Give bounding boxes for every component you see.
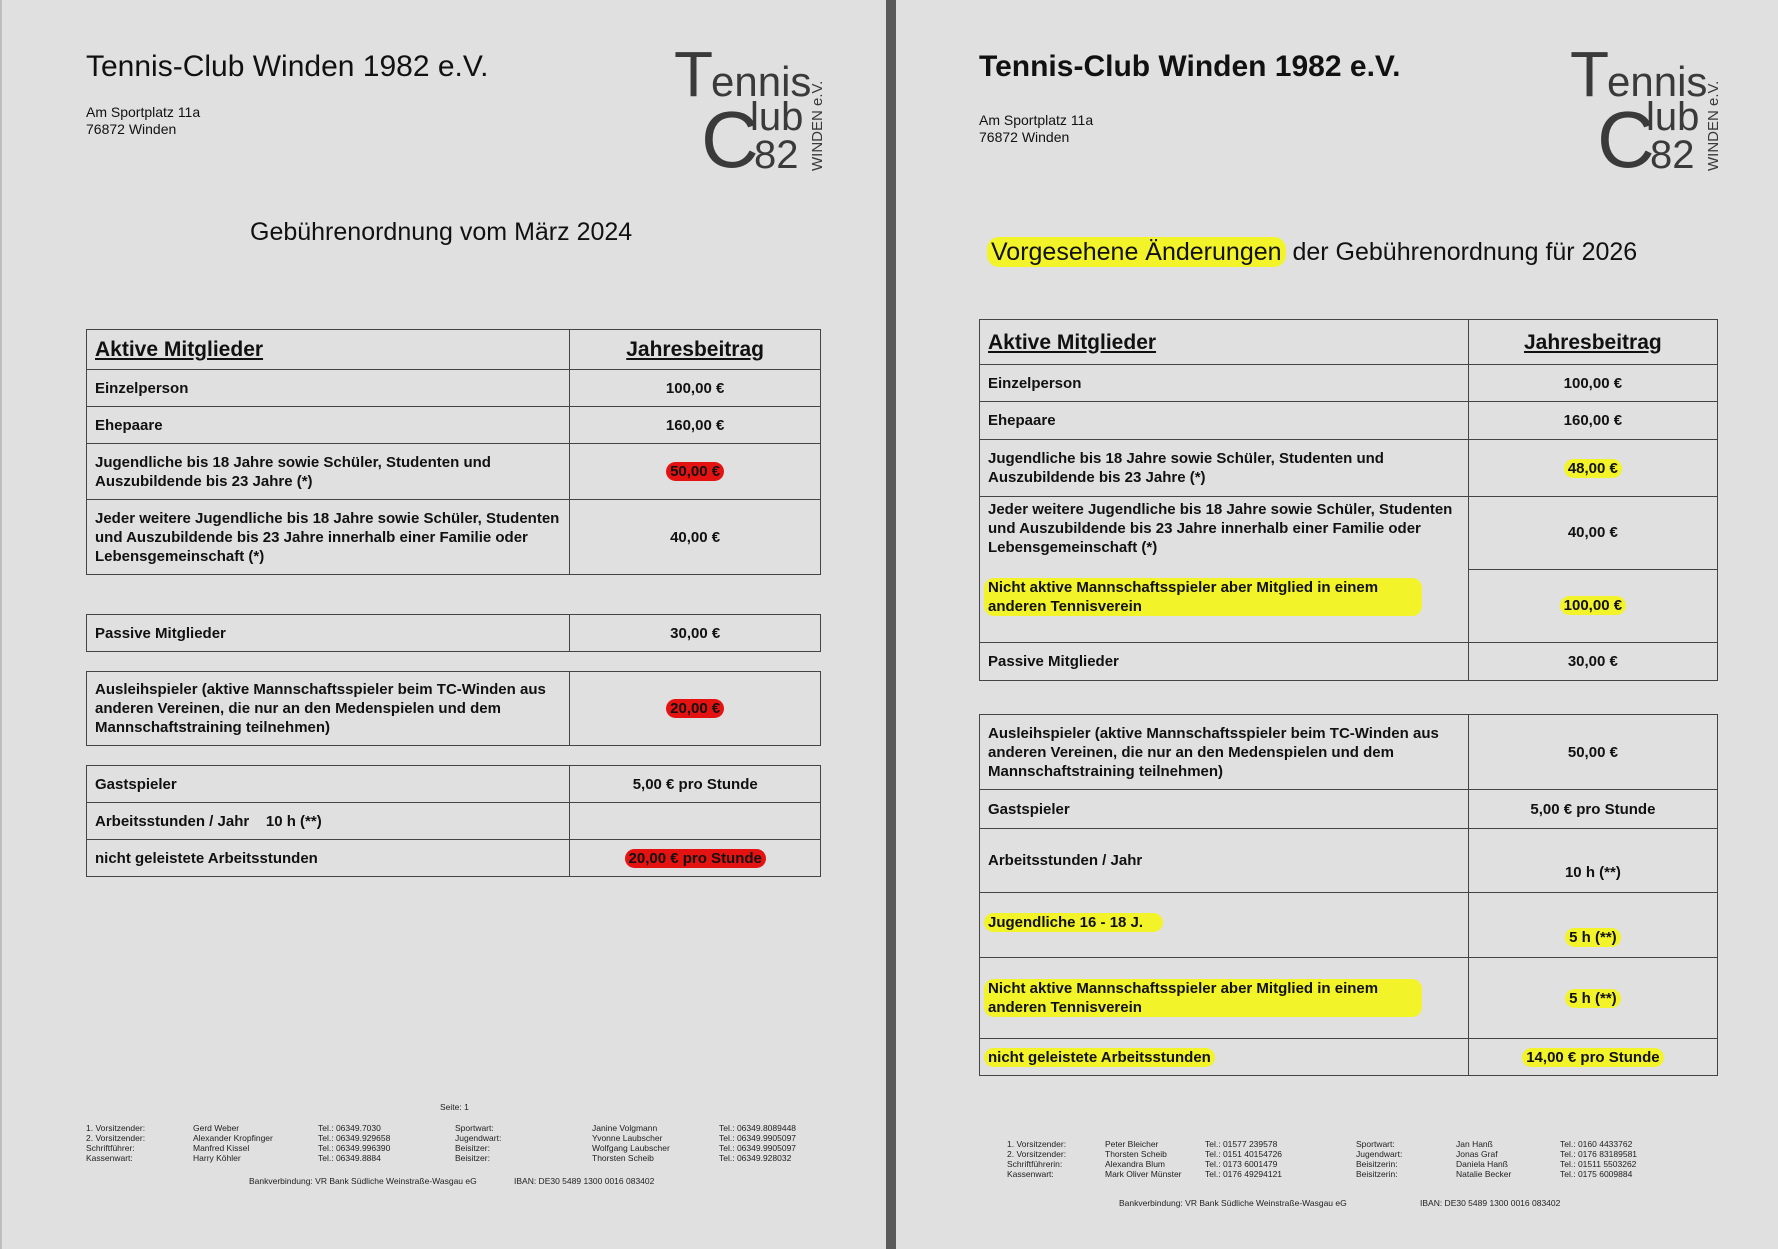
row-label: Jeder weitere Jugendliche bis 18 Jahre sowie Schüler, Studenten und Auszubildende bis 23 Jahre innerhalb einer Familie oder Lebensgemeinschaft (*) bbox=[87, 500, 570, 575]
row-value-cell bbox=[1468, 1039, 1717, 1076]
logo-word-lub: lub bbox=[750, 95, 804, 139]
row-value: 10 h (**) bbox=[1468, 829, 1717, 893]
row-label: Passive Mitglieder bbox=[87, 615, 570, 652]
row-label: Ehepaare bbox=[980, 402, 1469, 440]
row-label-cell bbox=[980, 958, 1469, 1039]
footer-tels-1: Tel.: 01577 239578 Tel.: 0151 40154726 Tel.: 0173 6001479 Tel.: 0176 49294121 bbox=[1205, 1139, 1283, 1179]
row-value-highlighted: 48,00 € bbox=[1564, 459, 1622, 478]
row-label-cell bbox=[980, 1039, 1469, 1076]
row-label: Gastspieler bbox=[87, 766, 570, 803]
table-row bbox=[87, 615, 821, 652]
board-footer bbox=[1007, 1139, 1667, 1184]
address-city: 76872 Winden bbox=[979, 129, 1070, 145]
bank-details: Bankverbindung: VR Bank Südliche Weinstraße-Wasgau eG bbox=[249, 1176, 477, 1186]
footer-names-2: Jan Hanß Jonas Graf Daniela Hanß Natalie Becker bbox=[1456, 1139, 1512, 1179]
address-city: 76872 Winden bbox=[86, 121, 177, 137]
row-label-highlighted: Nicht aktive Mannschaftsspieler aber Mitglied in einem anderen Tennisverein bbox=[984, 578, 1422, 616]
iban: IBAN: DE30 5489 1300 0016 083402 bbox=[1420, 1198, 1561, 1208]
logo-vertical-text: WINDEN e.V. bbox=[809, 80, 826, 171]
row-value-highlighted: 50,00 € bbox=[666, 462, 724, 481]
bank-details: Bankverbindung: VR Bank Südliche Weinstraße-Wasgau eG bbox=[1119, 1198, 1347, 1208]
table-row bbox=[980, 958, 1718, 1039]
header-active-members: Aktive Mitglieder bbox=[87, 330, 570, 370]
address-street: Am Sportplatz 11a bbox=[86, 104, 201, 120]
address-street: Am Sportplatz 11a bbox=[979, 112, 1094, 128]
table-row bbox=[87, 766, 821, 803]
fee-table-active bbox=[979, 319, 1718, 681]
header-annual-fee: Jahresbeitrag bbox=[570, 330, 821, 370]
row-value-cell bbox=[1468, 440, 1717, 497]
row-label: Gastspieler bbox=[980, 790, 1469, 829]
footer-roles-2: Sportwart: Jugendwart: Beisitzerin: Beisitzerin: bbox=[1356, 1139, 1403, 1179]
table-row bbox=[980, 829, 1718, 893]
logo-vertical-text: WINDEN e.V. bbox=[1705, 80, 1722, 171]
table-header-row bbox=[87, 330, 821, 370]
table-row bbox=[980, 497, 1718, 643]
footer-tels-1: Tel.: 06349.7030 Tel.: 06349.929658 Tel.: 06349.996390 Tel.: 06349.8884 bbox=[318, 1123, 391, 1163]
row-value-highlighted: 20,00 € bbox=[666, 699, 724, 718]
table-row bbox=[87, 672, 821, 746]
row-values-combined bbox=[1468, 497, 1717, 643]
footer-roles-1: 1. Vorsitzender: 2. Vorsitzender: Schriftführerin: Kassenwart: bbox=[1007, 1139, 1067, 1179]
table-row bbox=[980, 1039, 1718, 1076]
row-label: Jugendliche bis 18 Jahre sowie Schüler, Studenten und Auszubildende bis 23 Jahre (*) bbox=[87, 444, 570, 500]
row-label: Einzelperson bbox=[87, 370, 570, 407]
footer-roles-1: 1. Vorsitzender: 2. Vorsitzender: Schriftführer: Kassenwart: bbox=[86, 1123, 146, 1163]
table-row bbox=[980, 715, 1718, 790]
footer-names-2: Janine Volgmann Yvonne Laubscher Wolfgang Laubscher Thorsten Scheib bbox=[592, 1123, 670, 1163]
row-label: Einzelperson bbox=[980, 365, 1469, 402]
footer-roles-2: Sportwart: Jugendwart: Beisitzer: Beisitzer: bbox=[455, 1123, 502, 1163]
logo-letter-c: C bbox=[1597, 95, 1655, 174]
table-row bbox=[87, 803, 821, 840]
header-active-members: Aktive Mitglieder bbox=[980, 320, 1469, 365]
row-value-highlighted: 5 h (**) bbox=[1565, 928, 1621, 947]
footer-tels-2: Tel.: 06349.8089448 Tel.: 06349.9905097 Tel.: 06349.9905097 Tel.: 06349.928032 bbox=[719, 1123, 797, 1163]
row-value-cell bbox=[1469, 570, 1717, 642]
row-value: 40,00 € bbox=[1469, 497, 1717, 570]
fee-table-active bbox=[86, 329, 821, 575]
row-value: 30,00 € bbox=[570, 615, 821, 652]
row-value: 50,00 € bbox=[1468, 715, 1717, 790]
table-header-row bbox=[980, 320, 1718, 365]
row-label-highlighted: Jugendliche 16 - 18 J. bbox=[984, 913, 1163, 932]
fee-table-guests bbox=[86, 765, 821, 877]
table-row bbox=[87, 370, 821, 407]
row-label-highlighted: Nicht aktive Mannschaftsspieler aber Mitglied in einem anderen Tennisverein bbox=[984, 979, 1422, 1017]
row-label: Jugendliche bis 18 Jahre sowie Schüler, Studenten und Auszubildende bis 23 Jahre (*) bbox=[980, 440, 1469, 497]
page-title: Gebührenordnung vom März 2024 bbox=[250, 218, 633, 246]
row-value-cell bbox=[1468, 958, 1717, 1039]
logo-word-ennis: ennis bbox=[1607, 58, 1708, 105]
row-label: Arbeitsstunden / Jahr bbox=[980, 829, 1469, 893]
row-value-highlighted: 14,00 € pro Stunde bbox=[1522, 1048, 1663, 1067]
tennis-club-logo bbox=[674, 44, 844, 174]
club-name: Tennis-Club Winden 1982 e.V. bbox=[86, 50, 489, 83]
row-label: Ausleihspieler (aktive Mannschaftsspieler beim TC-Winden aus anderen Vereinen, die nur an den Medenspielen und dem Mannschaftstraining teilnehmen) bbox=[87, 672, 570, 746]
row-label-combined bbox=[980, 497, 1469, 643]
table-row bbox=[980, 893, 1718, 958]
club-address bbox=[979, 112, 1093, 146]
page-title bbox=[987, 238, 1637, 267]
row-value: 100,00 € bbox=[570, 370, 821, 407]
row-value: 40,00 € bbox=[570, 500, 821, 575]
row-value: 30,00 € bbox=[1468, 643, 1717, 681]
row-label: nicht geleistete Arbeitsstunden bbox=[87, 840, 570, 877]
table-row bbox=[980, 790, 1718, 829]
board-footer bbox=[86, 1123, 826, 1168]
row-value: 160,00 € bbox=[570, 407, 821, 444]
row-value: 5,00 € pro Stunde bbox=[1468, 790, 1717, 829]
header-annual-fee: Jahresbeitrag bbox=[1468, 320, 1717, 365]
tennis-club-logo bbox=[1570, 44, 1740, 174]
row-value-cell bbox=[570, 444, 821, 500]
row-label: Passive Mitglieder bbox=[980, 643, 1469, 681]
table-row bbox=[87, 500, 821, 575]
fee-table-other bbox=[979, 714, 1718, 1076]
table-row bbox=[87, 840, 821, 877]
footer-names-1: Peter Bleicher Thorsten Scheib Alexandra Blum Mark Oliver Münster bbox=[1105, 1139, 1182, 1179]
fee-table-passive bbox=[86, 614, 821, 652]
table-row bbox=[87, 444, 821, 500]
title-highlight: Vorgesehene Änderungen bbox=[987, 237, 1286, 267]
page-number: Seite: 1 bbox=[440, 1102, 469, 1112]
table-row bbox=[980, 402, 1718, 440]
footer-names-1: Gerd Weber Alexander Kropfinger Manfred Kissel Harry Köhler bbox=[193, 1123, 273, 1163]
page-2024 bbox=[0, 0, 886, 1249]
iban: IBAN: DE30 5489 1300 0016 083402 bbox=[514, 1176, 655, 1186]
row-value: 5,00 € pro Stunde bbox=[570, 766, 821, 803]
row-label-cell bbox=[980, 893, 1469, 958]
row-label: Arbeitsstunden / Jahr 10 h (**) bbox=[87, 803, 570, 840]
row-label: Ehepaare bbox=[87, 407, 570, 444]
row-label-highlighted: nicht geleistete Arbeitsstunden bbox=[984, 1048, 1215, 1067]
row-value-highlighted: 100,00 € bbox=[1560, 596, 1626, 615]
club-address bbox=[86, 104, 200, 138]
table-row bbox=[87, 407, 821, 444]
logo-letter-c: C bbox=[701, 95, 759, 174]
logo-word-ennis: ennis bbox=[711, 58, 812, 105]
row-value: 160,00 € bbox=[1468, 402, 1717, 440]
club-name: Tennis-Club Winden 1982 e.V. bbox=[979, 50, 1401, 83]
row-label: Ausleihspieler (aktive Mannschaftsspieler beim TC-Winden aus anderen Vereinen, die nur an den Medenspielen und dem Mannschaftstraining teilnehmen) bbox=[980, 715, 1469, 790]
table-row bbox=[980, 440, 1718, 497]
title-rest: der Gebührenordnung für 2026 bbox=[1285, 238, 1638, 266]
row-value-highlighted: 5 h (**) bbox=[1565, 989, 1621, 1008]
footer-tels-2: Tel.: 0160 4433762 Tel.: 0176 83189581 Tel.: 01511 5503262 Tel.: 0175 6009884 bbox=[1560, 1139, 1638, 1179]
page-2026 bbox=[896, 0, 1778, 1249]
row-value-cell bbox=[1468, 893, 1717, 958]
page-divider bbox=[886, 0, 896, 1249]
row-value-cell bbox=[570, 672, 821, 746]
logo-letter-t: T bbox=[674, 44, 714, 110]
fee-table-ausleih bbox=[86, 671, 821, 746]
row-label: Jeder weitere Jugendliche bis 18 Jahre sowie Schüler, Studenten und Auszubildende bis 23 Jahre innerhalb einer Familie oder Lebensgemeinschaft (*) bbox=[988, 501, 1453, 556]
row-value-highlighted: 20,00 € pro Stunde bbox=[625, 849, 766, 868]
row-value bbox=[570, 803, 821, 840]
table-row bbox=[980, 365, 1718, 402]
logo-letter-t: T bbox=[1570, 44, 1610, 110]
logo-number: 82 bbox=[754, 133, 799, 174]
logo-number: 82 bbox=[1650, 133, 1695, 174]
row-value: 100,00 € bbox=[1468, 365, 1717, 402]
logo-word-lub: lub bbox=[1646, 95, 1700, 139]
table-row bbox=[980, 643, 1718, 681]
row-value-cell bbox=[570, 840, 821, 877]
